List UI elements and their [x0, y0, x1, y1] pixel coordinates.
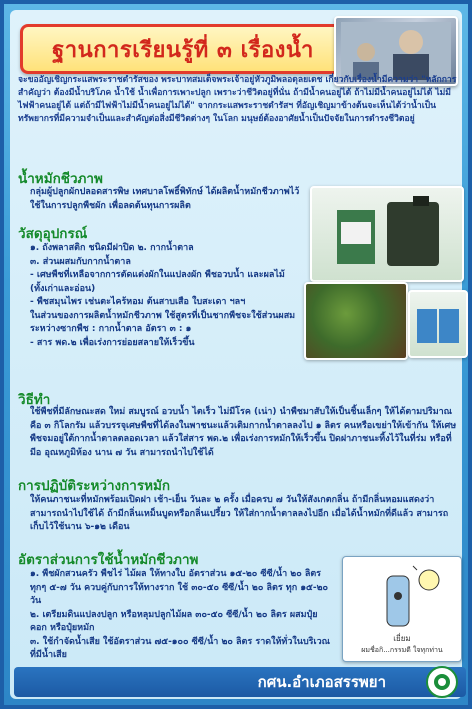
footer — [14, 667, 466, 697]
organization-logo-icon — [426, 666, 458, 698]
portrait-icon — [341, 22, 451, 80]
section-title-fermented-water: น้ำหมักชีวภาพ — [18, 171, 103, 187]
logo-icon — [432, 672, 452, 692]
bottle-cartoon-icon — [357, 562, 447, 632]
vegetables-photo — [304, 282, 408, 360]
barrel-icon — [413, 295, 463, 353]
section-title-usage-ratio: อัตราส่วนการใช้น้ำหมักชีวภาพ — [18, 552, 199, 568]
cartoon-bottle-image — [342, 556, 462, 662]
section-text-during-fermentation: ให้คนภาชนะที่หมักพร้อมเปิดฝา เช้า-เย็น วันละ ๒ ครั้ง เมื่อครบ ๗ วันให้สังเกตกลิ่น ถ้ามีกลิ่นหอมแสดงว่าสามารถนำไปใช้ได้ ถ้ามีกลิ่นเหม็นบูดหรือกลิ่นเปรี้ยว ให้ใส่กากน้ำตาลลงไปอีก เมื่อได้น้ำหมักที่ดีแล้ว สามารถเก็บไว้ใช้นาน ๖-๑๒ เดือน — [30, 495, 449, 532]
cartoon-caption: ผมชื่อกิ...กรรมดี ใจทุกท่าน — [361, 646, 443, 654]
bucket-photo — [310, 186, 464, 282]
title-banner — [20, 24, 346, 74]
section-text-usage-ratio: ๑. พืชผักสวนครัว พืชไร่ ไม้ผล ให้ทางใบ อัตราส่วน ๑๕-๒๐ ซีซี/น้ำ ๒๐ ลิตร ทุกๆ ๕-๗ วัน ควบคู่กับการให้ทางราก ใช้ ๓๐-๕๐ ซีซี/น้ำ ๒๐ ลิตร ทุก ๑๕-๒๐ วัน ๒. เตรียมดินแปลงปลูก หรือหลุมปลูกไม้ผล ๓๐-๕๐ ซีซี/น้ำ ๒๐ ลิตร ผสมปุ๋ยคอก หรือปุ๋ยหมัก ๓. ใช้กำจัดน้ำเสีย ใช้อัตราส่วน ๗๕-๑๐๐ ซีซี/น้ำ ๒๐ ลิตร ราดให้ทั่วในบริเวณที่มีน้ำเสีย — [30, 569, 330, 660]
section-title-method: วิธีทำ — [18, 392, 51, 408]
page-title: ฐานการเรียนรู้ที่ ๓ เรื่องน้ำ — [52, 36, 314, 63]
intro-text: จะขออัญเชิญกระแสพระราชดำรัสของ พระบาทสมเด็จพระเจ้าอยู่หัวภูมิพลอดุลยเดช เกี่ยวกับเรื่องน้ำมีความว่า "หลักการสำคัญว่า ต้องมีน้ำบริโภค น้ำใช้ น้ำเพื่อการเพาะปลูก เพราะว่าชีวิตอยู่ที่นั่น ถ้ามีน้ำคนอยู่ได้ ถ้าไม่มีน้ำคนอยู่ไม่ได้ ไม่มีไฟฟ้าคนอยู่ได้ แต่ถ้ามีไฟฟ้าไม่มีน้ำคนอยู่ไม่ได้" จากกระแสพระราชดำรัสฯ ที่อัญเชิญมาข้างต้นจะเห็นได้ว่าน้ำเป็นทรัพยากรที่มีความจำเป็นและสำคัญต่อสิ่งมีชีวิตต่างๆ ในโลก มนุษย์ต้องอาศัยน้ำเป็นปัจจัยในการดำรงชีวิตอยู่ — [18, 75, 457, 124]
section-title-materials: วัสดุอุปกรณ์ — [18, 226, 88, 242]
footer-text: กศน.อำเภอสรรพยา — [257, 673, 386, 691]
section-text-method: ใช้พืชที่มีลักษณะสด ใหม่ สมบูรณ์ อวบน้ำ ไตเร็ว ไม่มีโรค (เน่า) นำพืชมาสับให้เป็นชิ้นเล็กๆ ให้ได้ตามปริมาณ คือ ๓ กิโลกรัม แล้วบรรจุเศษพืชที่ได้ลงในพาชนะแล้วเติมกากน้ำตาลลงไป ๑ ลิตร คนหรือเขย่าให้เข้ากัน ให้เศษพืชจมอยู่ใต้กากน้ำตาลตลอดเวลา แล้วใส่สาร พด.๒ เพื่อเร่งการหมักให้เร็วขึ้น ปิดฝาภาชนะทิ้งไว้ในที่ร่ม หรือที่มีอ อุณหภูมิห้อง นาน ๗ วัน สามารถนำไปใช้ได้ — [30, 407, 457, 458]
section-title-during-fermentation: การปฏิบัติระหว่างการหมัก — [18, 478, 171, 494]
cartoon-bubble: เยี่ยม — [393, 634, 411, 643]
fermenting-barrels-photo — [408, 290, 468, 358]
bucket-icon — [317, 192, 457, 276]
section-text-materials: ๑. ถังพลาสติก ชนิดมีฝาปิด ๒. กากน้ำตาล ๓. ส่วนผสมกับกากน้ำตาล - เศษพืชที่เหลือจากการตัดแต่งผักในแปลงผัก พืชอวบน้ำ และผลไม้ (ทั้งเก่าและอ่อน) - พืชสมุนไพร เช่นตะไคร้หอม ต้นสาบเสือ ใบสะเดา ฯลฯ ในส่วนของการผลิตน้ำหมักชีวภาพ ใช้สูตรที่เป็นชากพืชจะใช้ส่วนผสมระหว่างซากพืช : กากน้ำตาล อัตรา ๓ : ๑ - สาร พด.๒ เพื่อเร่งการย่อยสลายให้เร็วขึ้น — [30, 243, 296, 348]
section-text-fermented-water: กลุ่มผู้ปลูกผักปลอดสารพิษ เทศบาลโพธิ์พิทักษ์ ได้ผลิตน้ำหมักชีวภาพไว้ใช้ในการปลูกพืชผัก เพื่อลดต้นทุนการผลิต — [30, 187, 300, 211]
header — [14, 14, 466, 72]
